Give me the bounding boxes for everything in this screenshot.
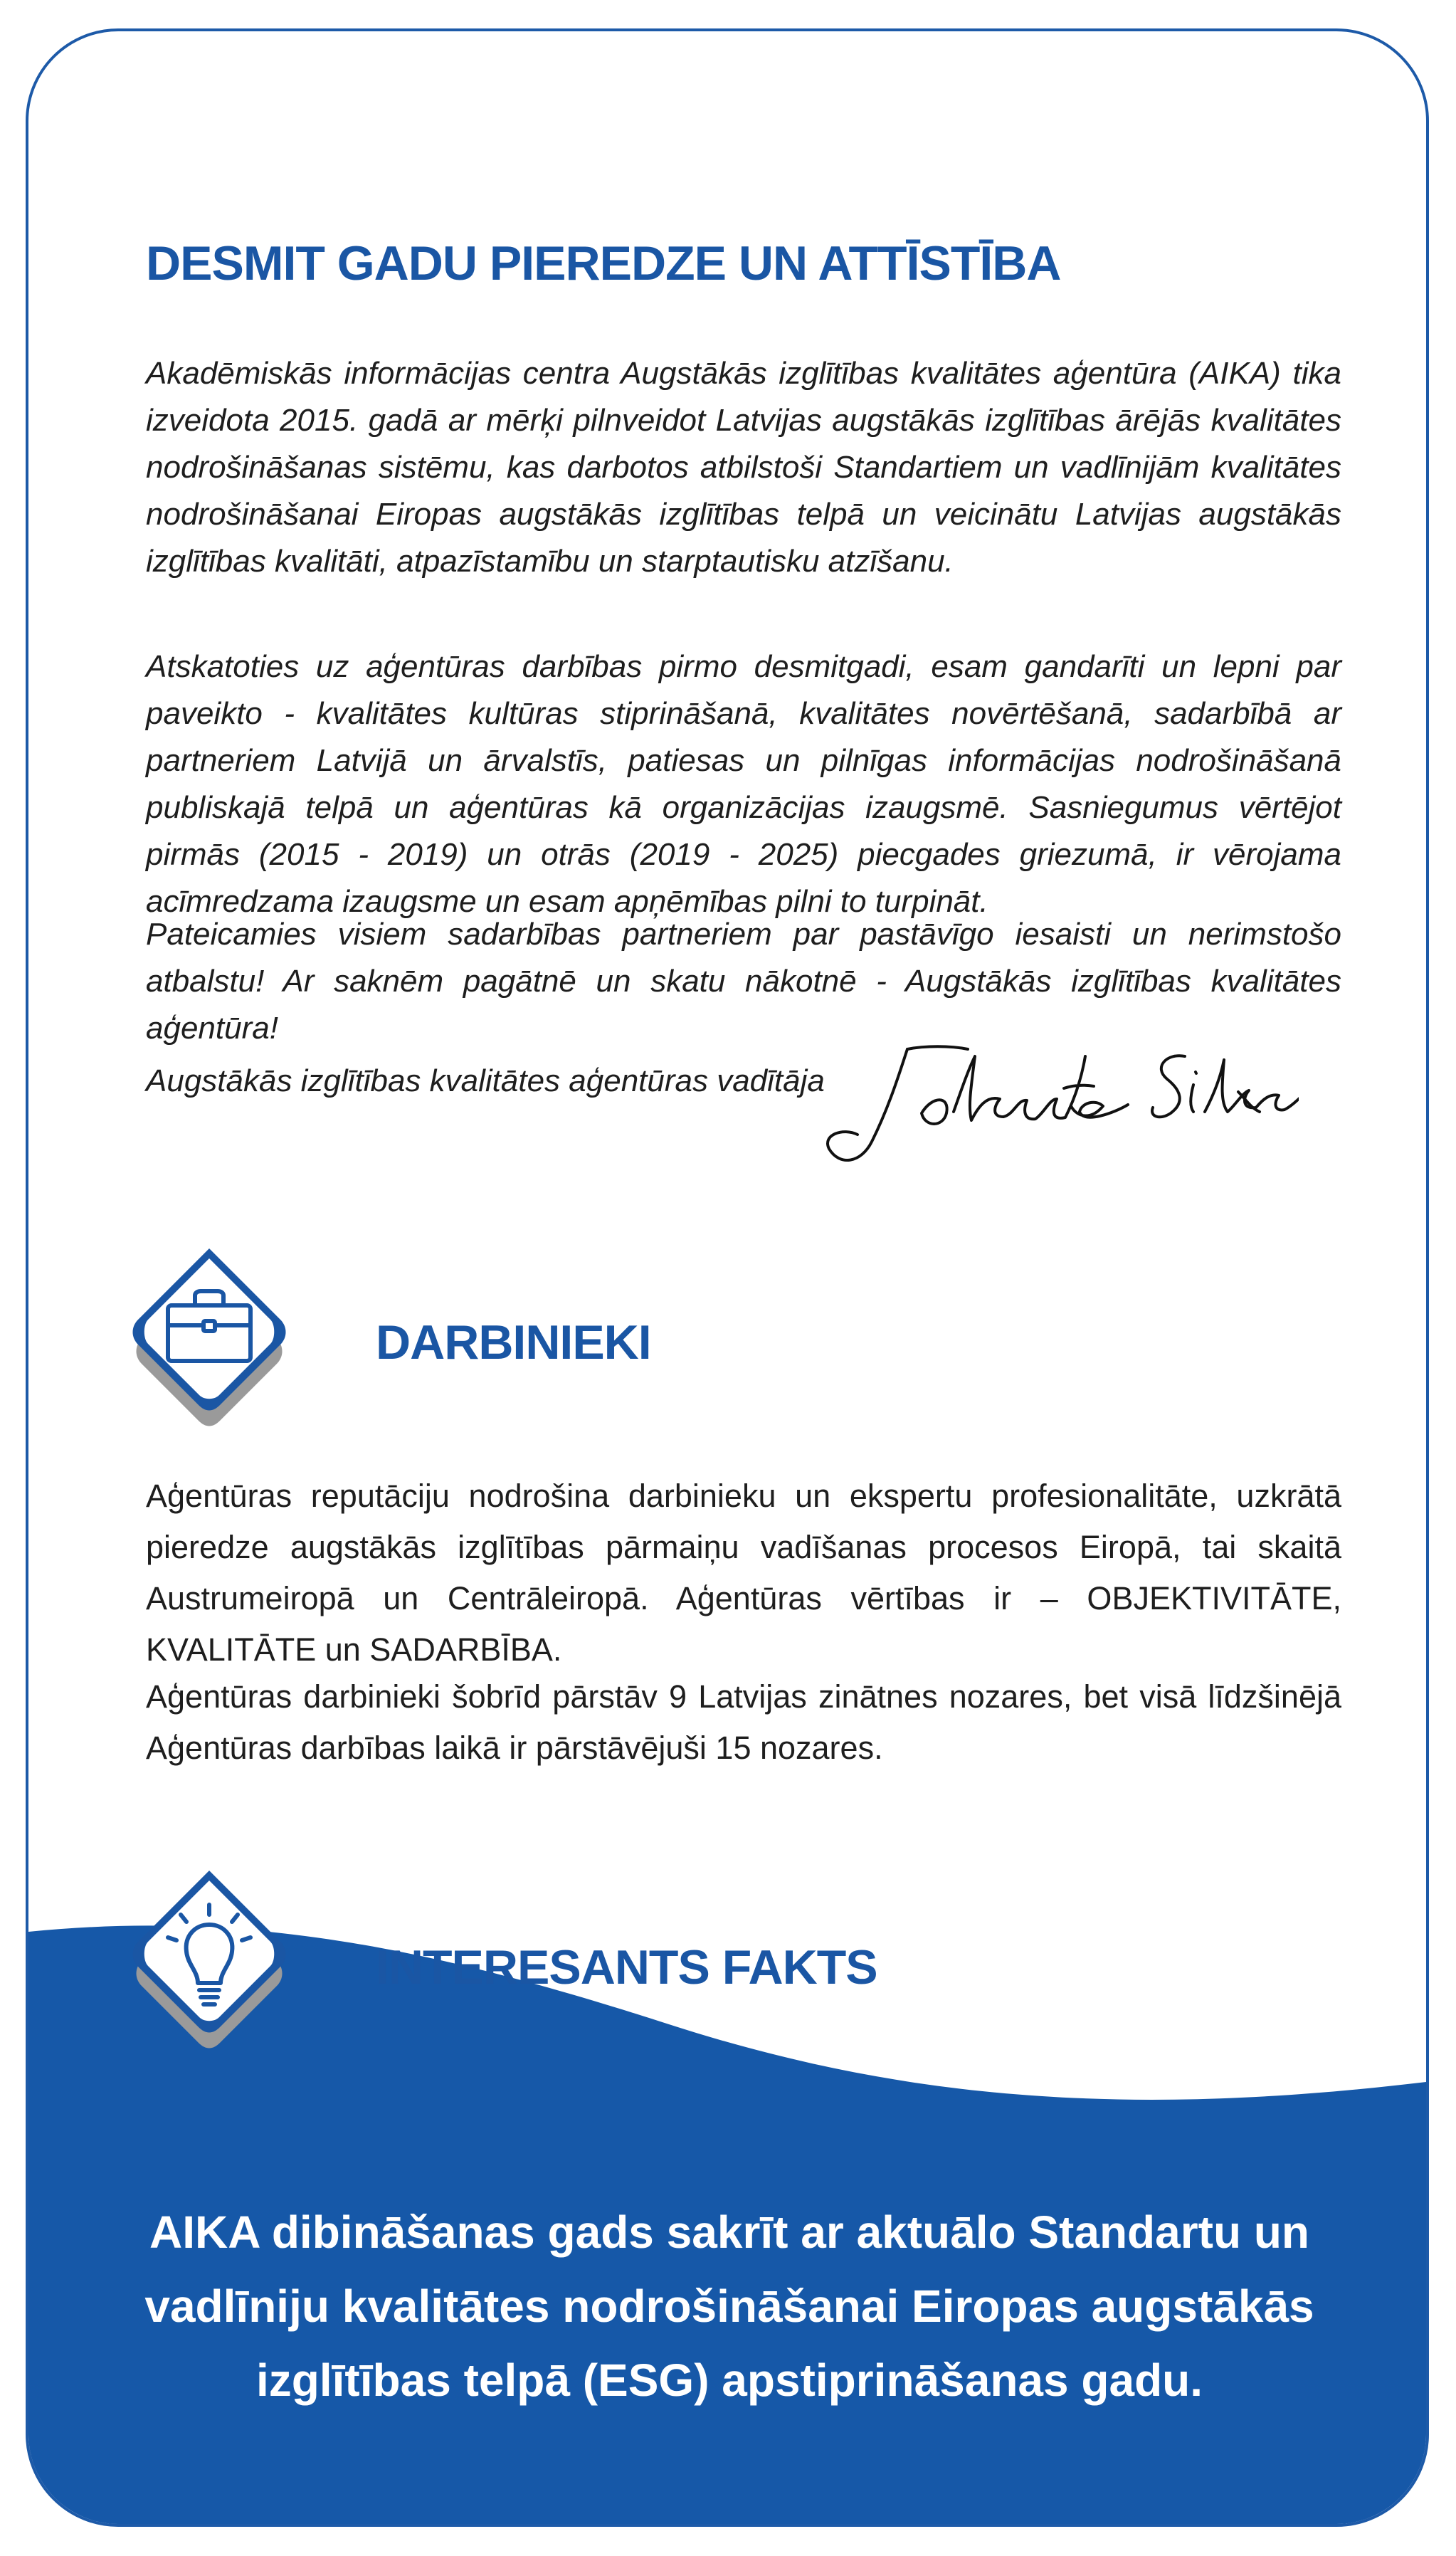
staff-paragraph-1: Aģentūras reputāciju nodrošina darbinieku un ekspertu profesionalitāte, uzkrātā pieredze augstākās izglītības pārmaiņu vadīšanas procesos Eiropā, tai skaitā Austrumeiropā un Centrāleiropā. Aģentūras vērtības ir – OBJEKTIVITĀTE, KVALITĀTE un SADARBĪBA. — [146, 1478, 1341, 1668]
signature — [801, 1028, 1299, 1170]
intro-paragraph-2: Atskatoties uz aģentūras darbības pirmo desmitgadi, esam gandarīti un lepni par paveikto - kvalitātes kultūras stiprināšanā, kvalitātes novērtēšanā, sadarbībā ar partneriem Latvijā un ārvalstīs, patiesas un pilnīgas informācijas nodrošināšanā publiskajā telpā un aģentūras kā organizācijas izaugsmē. Sasniegumus vērtējot pirmās (2015 - 2019) un otrās (2019 - 2025) piecgades griezumā, ir vērojama acīmredzama izaugsme un esam apņēmības pilni to turpināt. — [146, 649, 1341, 919]
signature-caption: Augstākās izglītības kvalitātes aģentūras vadītāja — [146, 1063, 825, 1098]
content-card — [26, 28, 1429, 2527]
lightbulb-badge — [124, 1865, 295, 2050]
staff-heading: DARBINIEKI — [376, 1315, 651, 1369]
intro-paragraph-3: Pateicamies visiem sadarbības partneriem par pastāvīgo iesaisti un nerimstošo atbalstu! Ar saknēm pagātnē un skatu nākotnē - Augstākās izglītības kvalitātes aģentūra! — [146, 917, 1341, 1046]
fact-text: AIKA dibināšanas gads sakrīt ar aktuālo Standartu un vadlīniju kvalitātes nodrošināšanai Eiropas augstākās izglītības telpā (ESG) apstiprināšanas gadu. — [144, 2207, 1314, 2406]
briefcase-badge — [124, 1243, 295, 1428]
staff-paragraph-2: Aģentūras darbinieki šobrīd pārstāv 9 Latvijas zinātnes nozares, bet visā līdzšinējā Aģentūras darbības laikā ir pārstāvējuši 15 nozares. — [146, 1678, 1341, 1766]
intro-heading: DESMIT GADU PIEREDZE UN ATTĪSTĪBA — [146, 236, 1061, 290]
intro-paragraph-1: Akadēmiskās informācijas centra Augstākās izglītības kvalitātes aģentūra (AIKA) tika izveidota 2015. gadā ar mērķi pilnveidot Latvijas augstākās izglītības ārējās kvalitātes nodrošināšanas sistēmu, kas darbotos atbilstoši Standartiem un vadlīnijām kvalitātes nodrošināšanai Eiropas augstākās izglītības telpā un veicinātu Latvijas augstākās izglītības kvalitāti, atpazīstamību un starptautisku atzīšanu. — [146, 356, 1341, 579]
fact-heading: INTERESANTS FAKTS — [376, 1940, 877, 1994]
signature-row — [146, 1028, 1327, 1170]
